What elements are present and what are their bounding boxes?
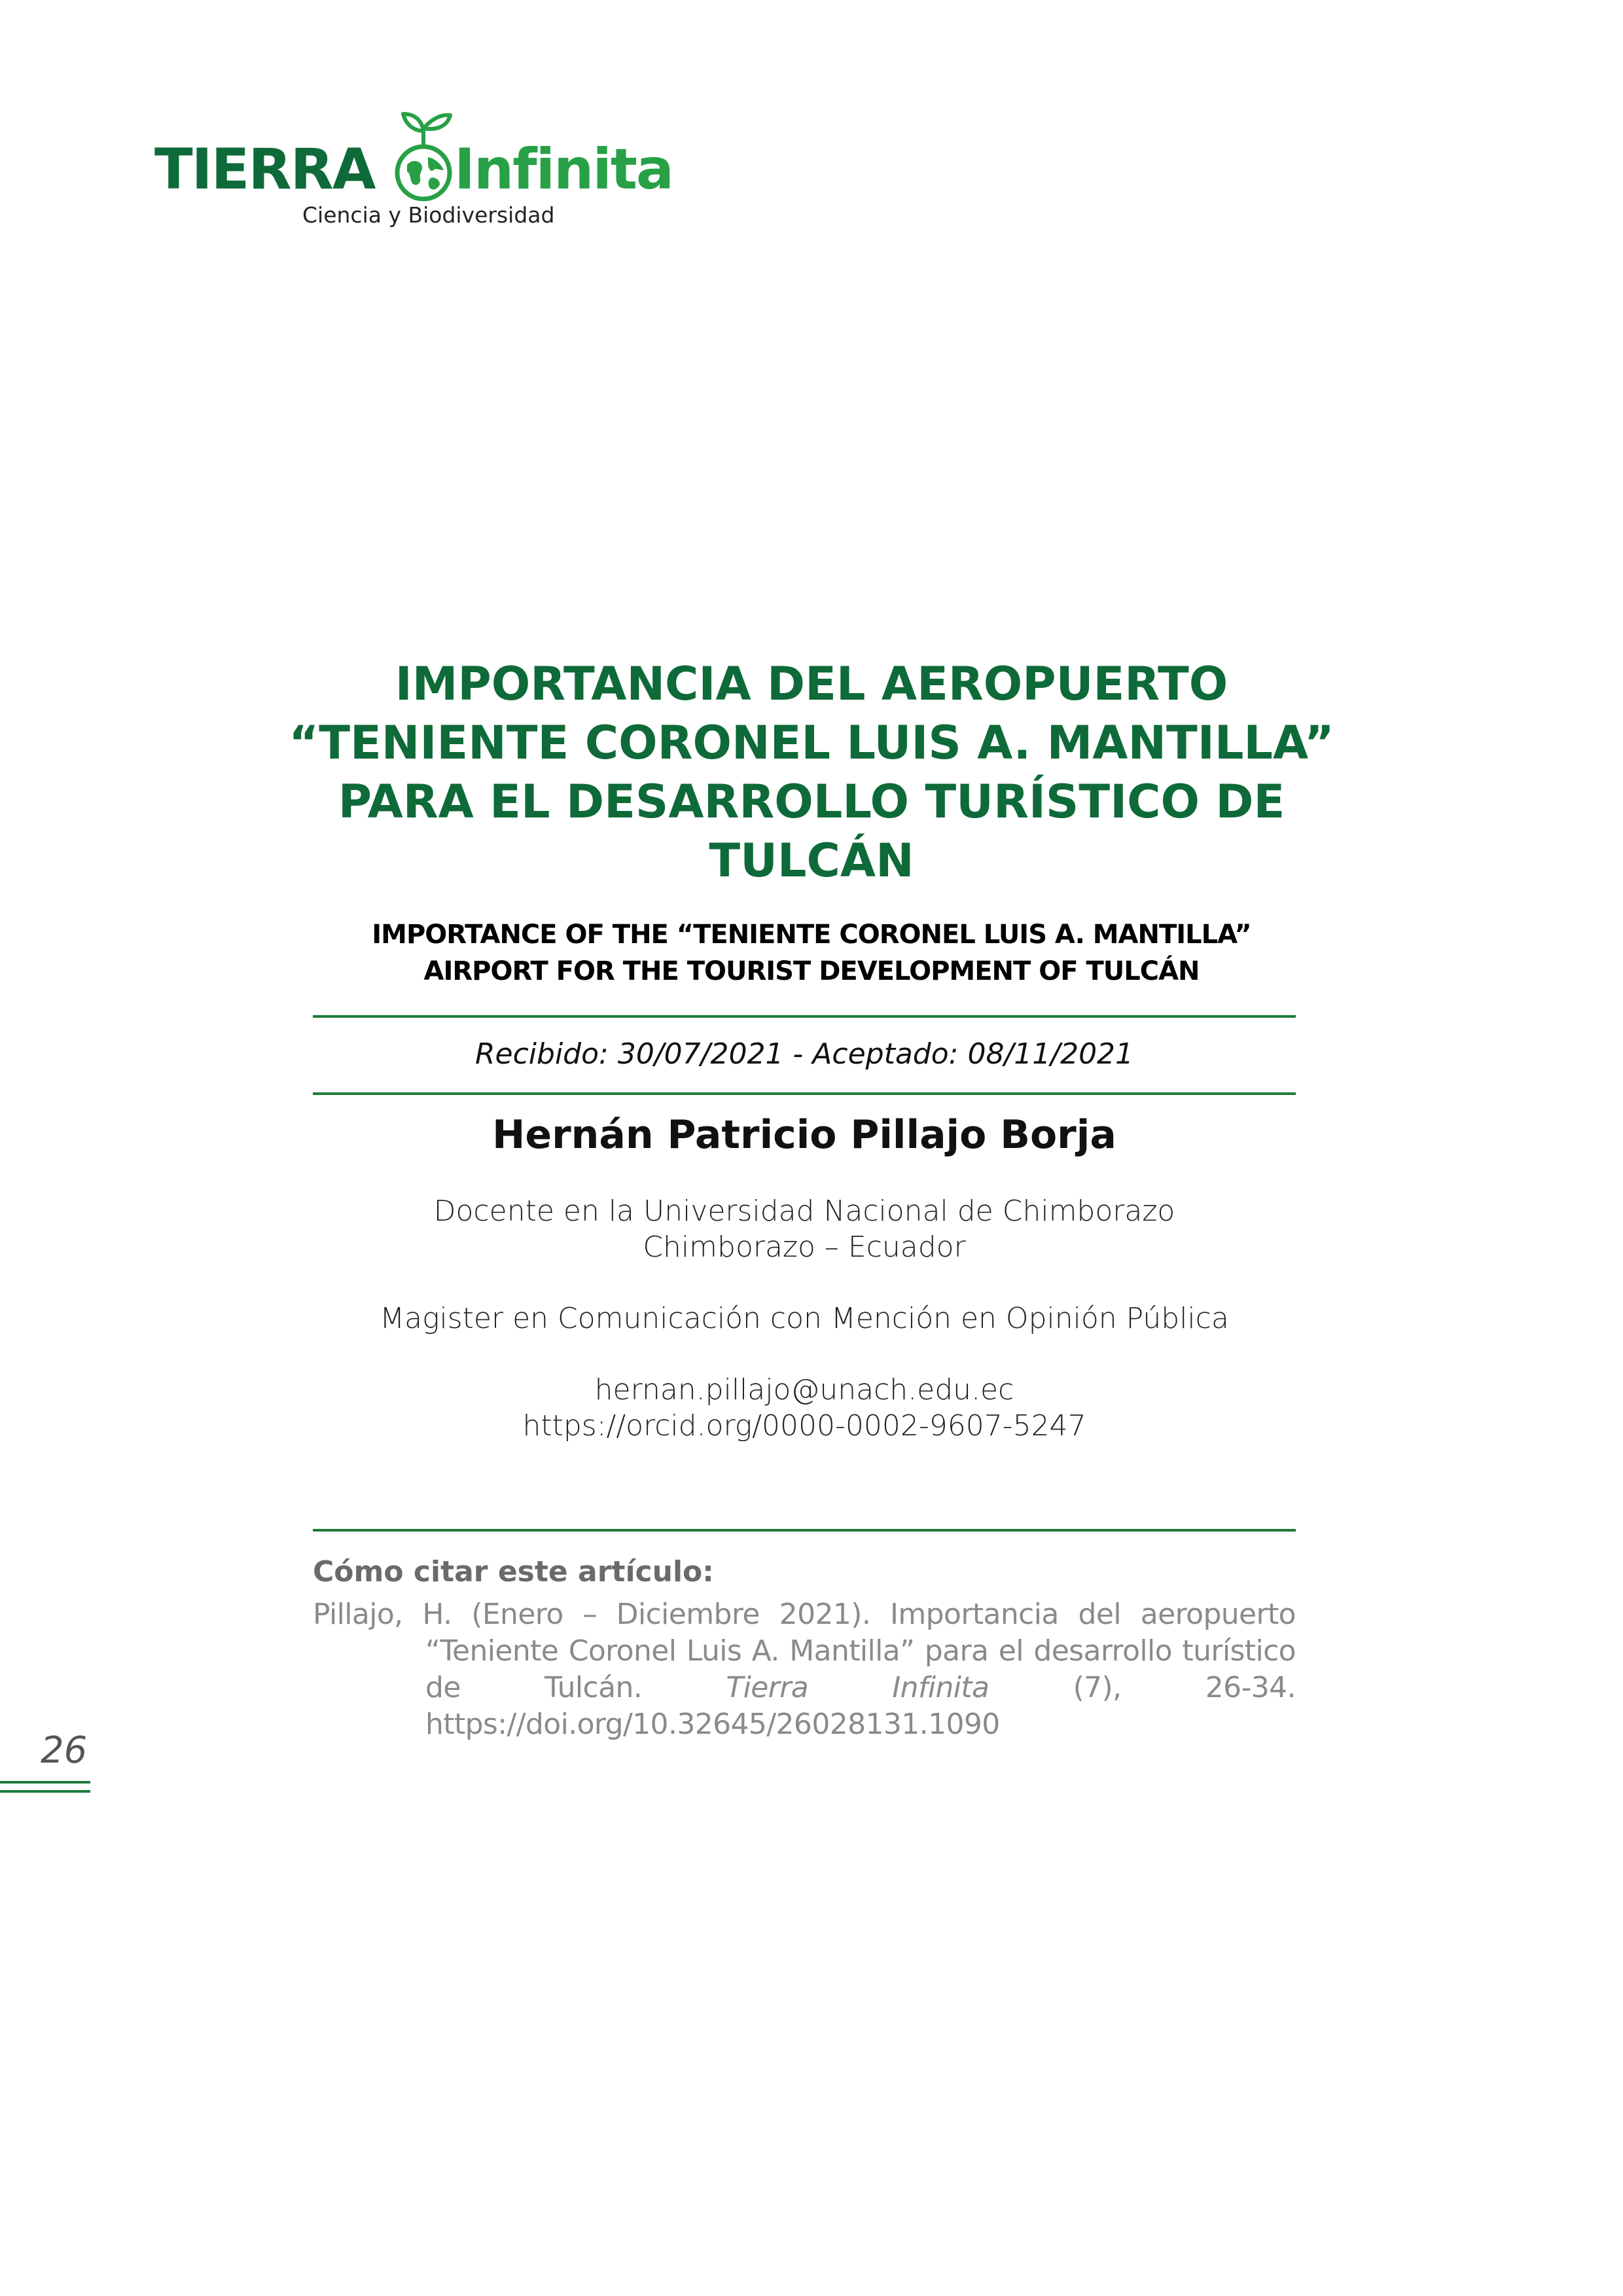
divider-middle bbox=[313, 1092, 1296, 1095]
received-accepted-dates: Recibido: 30/07/2021 - Aceptado: 08/11/2021 bbox=[474, 1037, 1134, 1071]
author-orcid-link[interactable]: https://orcid.org/0000-0002-9607-5247 bbox=[522, 1409, 1086, 1443]
title-en-line-1: IMPORTANCE OF THE “TENIENTE CORONEL LUIS A. MANTILLA” bbox=[372, 920, 1251, 950]
citation-text-before: Pillajo, H. (Enero – Diciembre 2021). Importancia del aeropuerto “Teniente Coronel Luis A. Mantilla” para el desarrollo turístico de Tulcán. bbox=[313, 1598, 1296, 1704]
divider-citation bbox=[313, 1529, 1296, 1532]
page-number-rule-upper bbox=[0, 1781, 90, 1784]
title-es-line-1: IMPORTANCIA DEL AEROPUERTO bbox=[395, 657, 1228, 711]
article-title-spanish bbox=[249, 655, 1374, 890]
divider-top bbox=[313, 1015, 1296, 1018]
citation-text-after: (7), 26-34. https://doi.org/10.32645/26028131.1090 bbox=[425, 1671, 1296, 1741]
page-number: 26 bbox=[41, 1729, 88, 1772]
logo-tagline: Ciencia y Biodiversidad bbox=[302, 202, 555, 228]
author-position: Docente en la Universidad Nacional de Chimborazo bbox=[433, 1194, 1175, 1228]
page-number-rule-lower bbox=[0, 1790, 90, 1793]
logo-word-tierra: TIERRA bbox=[154, 137, 375, 202]
author-degree: Magister en Comunicación con Mención en Opinión Pública bbox=[380, 1302, 1229, 1335]
logo-word-infinita: Infinita bbox=[454, 137, 673, 202]
author-email[interactable]: hernan.pillajo@unach.edu.ec bbox=[594, 1373, 1014, 1407]
citation-heading: Cómo citar este artículo: bbox=[313, 1555, 714, 1588]
title-es-line-3: PARA EL DESARROLLO TURÍSTICO DE bbox=[338, 775, 1285, 829]
title-en-line-2: AIRPORT FOR THE TOURIST DEVELOPMENT OF TULCÁN bbox=[423, 956, 1200, 986]
citation-journal-name: Tierra Infinita bbox=[726, 1671, 990, 1704]
title-es-line-2: “TENIENTE CORONEL LUIS A. MANTILLA” bbox=[289, 716, 1334, 770]
citation-text bbox=[313, 1596, 1296, 1743]
globe-sprout-icon bbox=[387, 105, 459, 203]
author-location: Chimborazo – Ecuador bbox=[643, 1230, 966, 1264]
journal-logo bbox=[152, 105, 675, 236]
author-name: Hernán Patricio Pillajo Borja bbox=[492, 1112, 1116, 1158]
title-es-line-4: TULCÁN bbox=[709, 834, 914, 888]
article-title-english bbox=[249, 916, 1374, 990]
